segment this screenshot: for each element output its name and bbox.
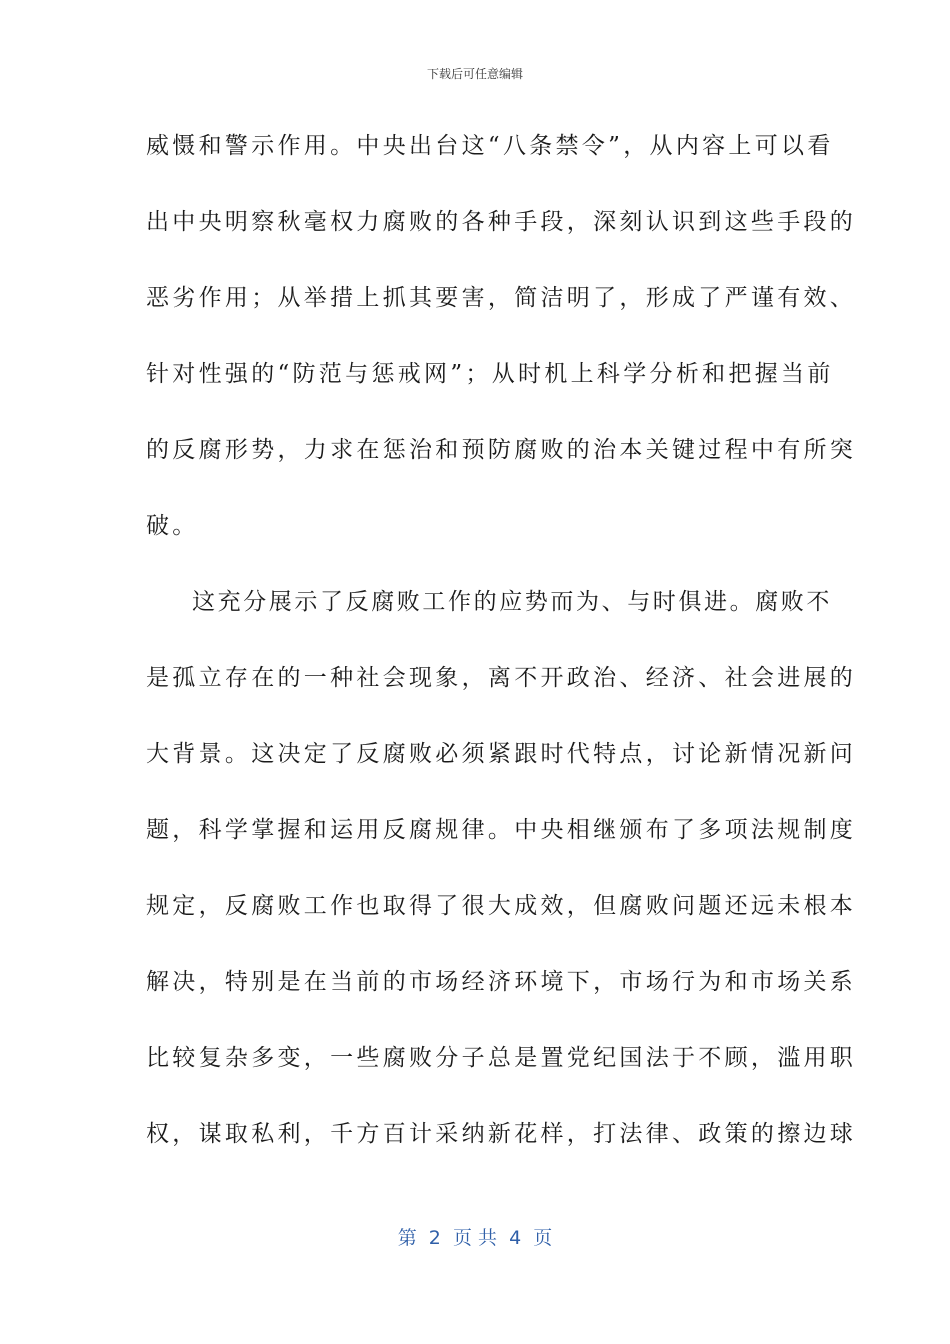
paragraph-first-line: 这充分展示了反腐败工作的应势而为、与时俱进。腐败不	[192, 589, 832, 615]
text-line: 大背景。这决定了反腐败必须紧跟时代特点，讨论新情况新问	[146, 741, 857, 767]
text-line: 出中央明察秋毫权力腐败的各种手段，深刻认识到这些手段的	[146, 209, 857, 235]
text-line: 的反腐形势，力求在惩治和预防腐败的治本关键过程中有所突	[146, 437, 857, 463]
text-line: 是孤立存在的一种社会现象，离不开政治、经济、社会进展的	[146, 665, 857, 691]
text-line: 规定，反腐败工作也取得了很大成效，但腐败问题还远未根本	[146, 893, 857, 919]
page-number-label: 第 2 页 共 4 页	[397, 1227, 553, 1249]
document-body	[146, 120, 857, 1184]
page-header-note: 下载后可任意编辑	[426, 67, 523, 81]
page-number-footer	[0, 1224, 950, 1252]
text-line: 针对性强的“防范与惩戒网”；从时机上科学分析和把握当前	[146, 361, 834, 387]
text-line: 解决，特别是在当前的市场经济环境下，市场行为和市场关系	[146, 969, 857, 995]
text-line: 题，科学掌握和运用反腐规律。中央相继颁布了多项法规制度	[146, 817, 857, 843]
text-line: 比较复杂多变，一些腐败分子总是置党纪国法于不顾，滥用职	[146, 1045, 857, 1071]
text-line: 恶劣作用；从举措上抓其要害，简洁明了，形成了严谨有效、	[146, 285, 857, 311]
text-line: 权，谋取私利，千方百计采纳新花样，打法律、政策的擦边球	[146, 1121, 857, 1147]
text-line: 破。	[146, 513, 199, 539]
text-line: 威慑和警示作用。中央出台这“八条禁令”，从内容上可以看	[146, 133, 834, 159]
